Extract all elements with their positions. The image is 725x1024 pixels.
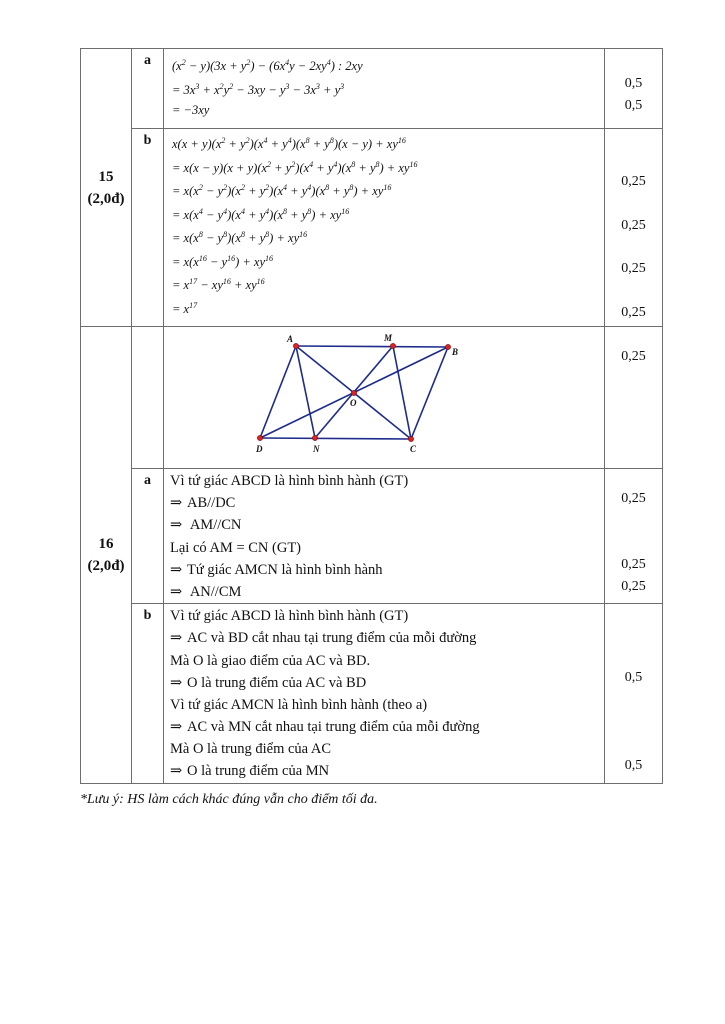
text-line: ⇒ AC và MN cắt nhau tại trung điểm của mỗi đường [164,716,604,738]
label-b: B [452,347,459,357]
score: 0,25 [621,349,646,364]
part-label: b [143,608,152,624]
score: 0,25 [621,557,646,572]
parallelogram-figure [164,327,605,463]
text-line: Vì tứ giác AMCN là hình bình hành (theo a) [170,696,428,713]
implies-arrow-icon: ⇒ [170,674,183,691]
score: 0,25 [621,305,646,320]
math-line: = $x^{17}$ [172,300,198,316]
score: 0,5 [624,98,643,113]
math-line: = $x(x^8 - y^8)(x^8 + y^8) + xy^{16}$ [172,230,308,246]
point-a [293,343,298,348]
text-line: ⇒ O là trung điểm của MN [164,760,604,782]
part-label: a [144,473,151,488]
figure-points-cell [605,327,663,469]
math-line: = −3xy [172,102,210,117]
part-label-cell [132,129,164,327]
label-m: M [384,333,393,343]
math-line: = $x^{17} - xy^{16} + xy^{16}$ [172,277,265,293]
text-line: Mà O là giao điểm của AC và BD. [170,652,371,669]
q16b-solution-cell [164,604,605,784]
text-line: Vì tứ giác ABCD là hình bình hành (GT) [170,473,409,489]
score: 0,25 [621,218,646,233]
label-n: N [313,444,320,454]
implies-arrow-icon: ⇒ [170,517,183,534]
math-line: = $x(x^4 - y^4)(x^4 + y^4)(x^8 + y^8) + xy^{16}$ [172,206,350,222]
point-m [390,343,395,348]
q16a-solution-cell [164,469,605,604]
point-d [257,435,262,440]
label-c: C [410,444,417,454]
score: 0,25 [621,579,646,594]
figure-cell [164,327,605,469]
part-label-cell [132,604,164,784]
q15a-solution-cell [164,49,605,129]
text-line: Lại có AM = CN (GT) [170,539,302,556]
question-16-cell [81,327,132,784]
implies-arrow-icon: ⇒ [170,583,183,600]
math-line: = $x(x^{16} - y^{16}) + xy^{16}$ [172,253,274,269]
score: 0,5 [624,76,643,91]
score: 0,25 [621,491,646,506]
implies-arrow-icon: ⇒ [170,561,183,578]
math-line: = $x(x^2 - y^2)(x^2 + y^2)(x^4 + y^4)(x^8 + y^8) + xy^{16}$ [172,183,392,199]
point-o [351,390,356,395]
q15b-points-cell [605,129,663,327]
point-c [408,436,413,441]
math-line: $(x^2 - y)(3x + y^2) - (6x^4y - 2xy^4)$ : 2xy [172,58,363,74]
text-line: Vì tứ giác ABCD là hình bình hành (GT) [170,608,409,625]
label-a: A [287,334,294,344]
text-line: ⇒ AC và BD cắt nhau tại trung điểm của mỗi đường [164,627,604,649]
grading-note: *Lưu ý: HS làm cách khác đúng vẫn cho điểm tối đa. [80,792,378,807]
question-15-cell [81,49,132,327]
part-label: b [143,133,152,148]
text-line: ⇒ AB//DC [164,492,604,514]
label-d: D [256,444,263,454]
q15b-solution-cell [164,129,605,327]
text-line: Mà O là trung điểm của AC [170,741,332,758]
part-label-cell [132,49,164,129]
implies-arrow-icon: ⇒ [170,719,183,736]
question-number: 16 [98,535,114,552]
label-o: O [350,398,357,408]
text-line: ⇒ AM//CN [164,514,604,536]
text-line: ⇒ O là trung điểm của AC và BD [164,672,604,694]
answer-key-table [80,48,663,784]
implies-arrow-icon: ⇒ [170,495,183,512]
score: 0,5 [624,758,643,774]
part-label: a [144,53,151,68]
score: 0,25 [621,261,646,276]
question-number: 15 [98,168,114,185]
text-line: ⇒ AN//CM [164,581,604,603]
math-line: = $3x^3 + x^2y^2 - 3xy - y^3 - 3x^3 + y^3$ [172,82,345,98]
q16a-points-cell [605,469,663,604]
part-label-cell [132,469,164,604]
implies-arrow-icon: ⇒ [170,763,183,780]
point-b [445,344,450,349]
segment-mc [393,346,411,439]
point-n [312,435,317,440]
score: 0,5 [624,670,643,686]
question-total-points: (2,0đ) [87,557,125,574]
math-line: $x(x + y)(x^2 + y^2)(x^4 + y^4)(x^8 + y^8)(x - y) + xy^{16}$ [172,136,406,152]
question-total-points: (2,0đ) [87,190,125,207]
q16b-points-cell [605,604,663,784]
segment-bc [411,347,448,439]
text-line: ⇒ Tứ giác AMCN là hình bình hành [164,559,604,581]
implies-arrow-icon: ⇒ [170,630,183,647]
math-line: = $x(x - y)(x + y)(x^2 + y^2)(x^4 + y^4)(x^8 + y^8) + xy^{16}$ [172,159,418,175]
empty-label-cell [132,327,164,469]
segment-ad [260,346,296,438]
q15a-points-cell [605,49,663,129]
score: 0,25 [621,174,646,189]
segment-dc [260,438,411,439]
segment-ab [296,346,448,347]
